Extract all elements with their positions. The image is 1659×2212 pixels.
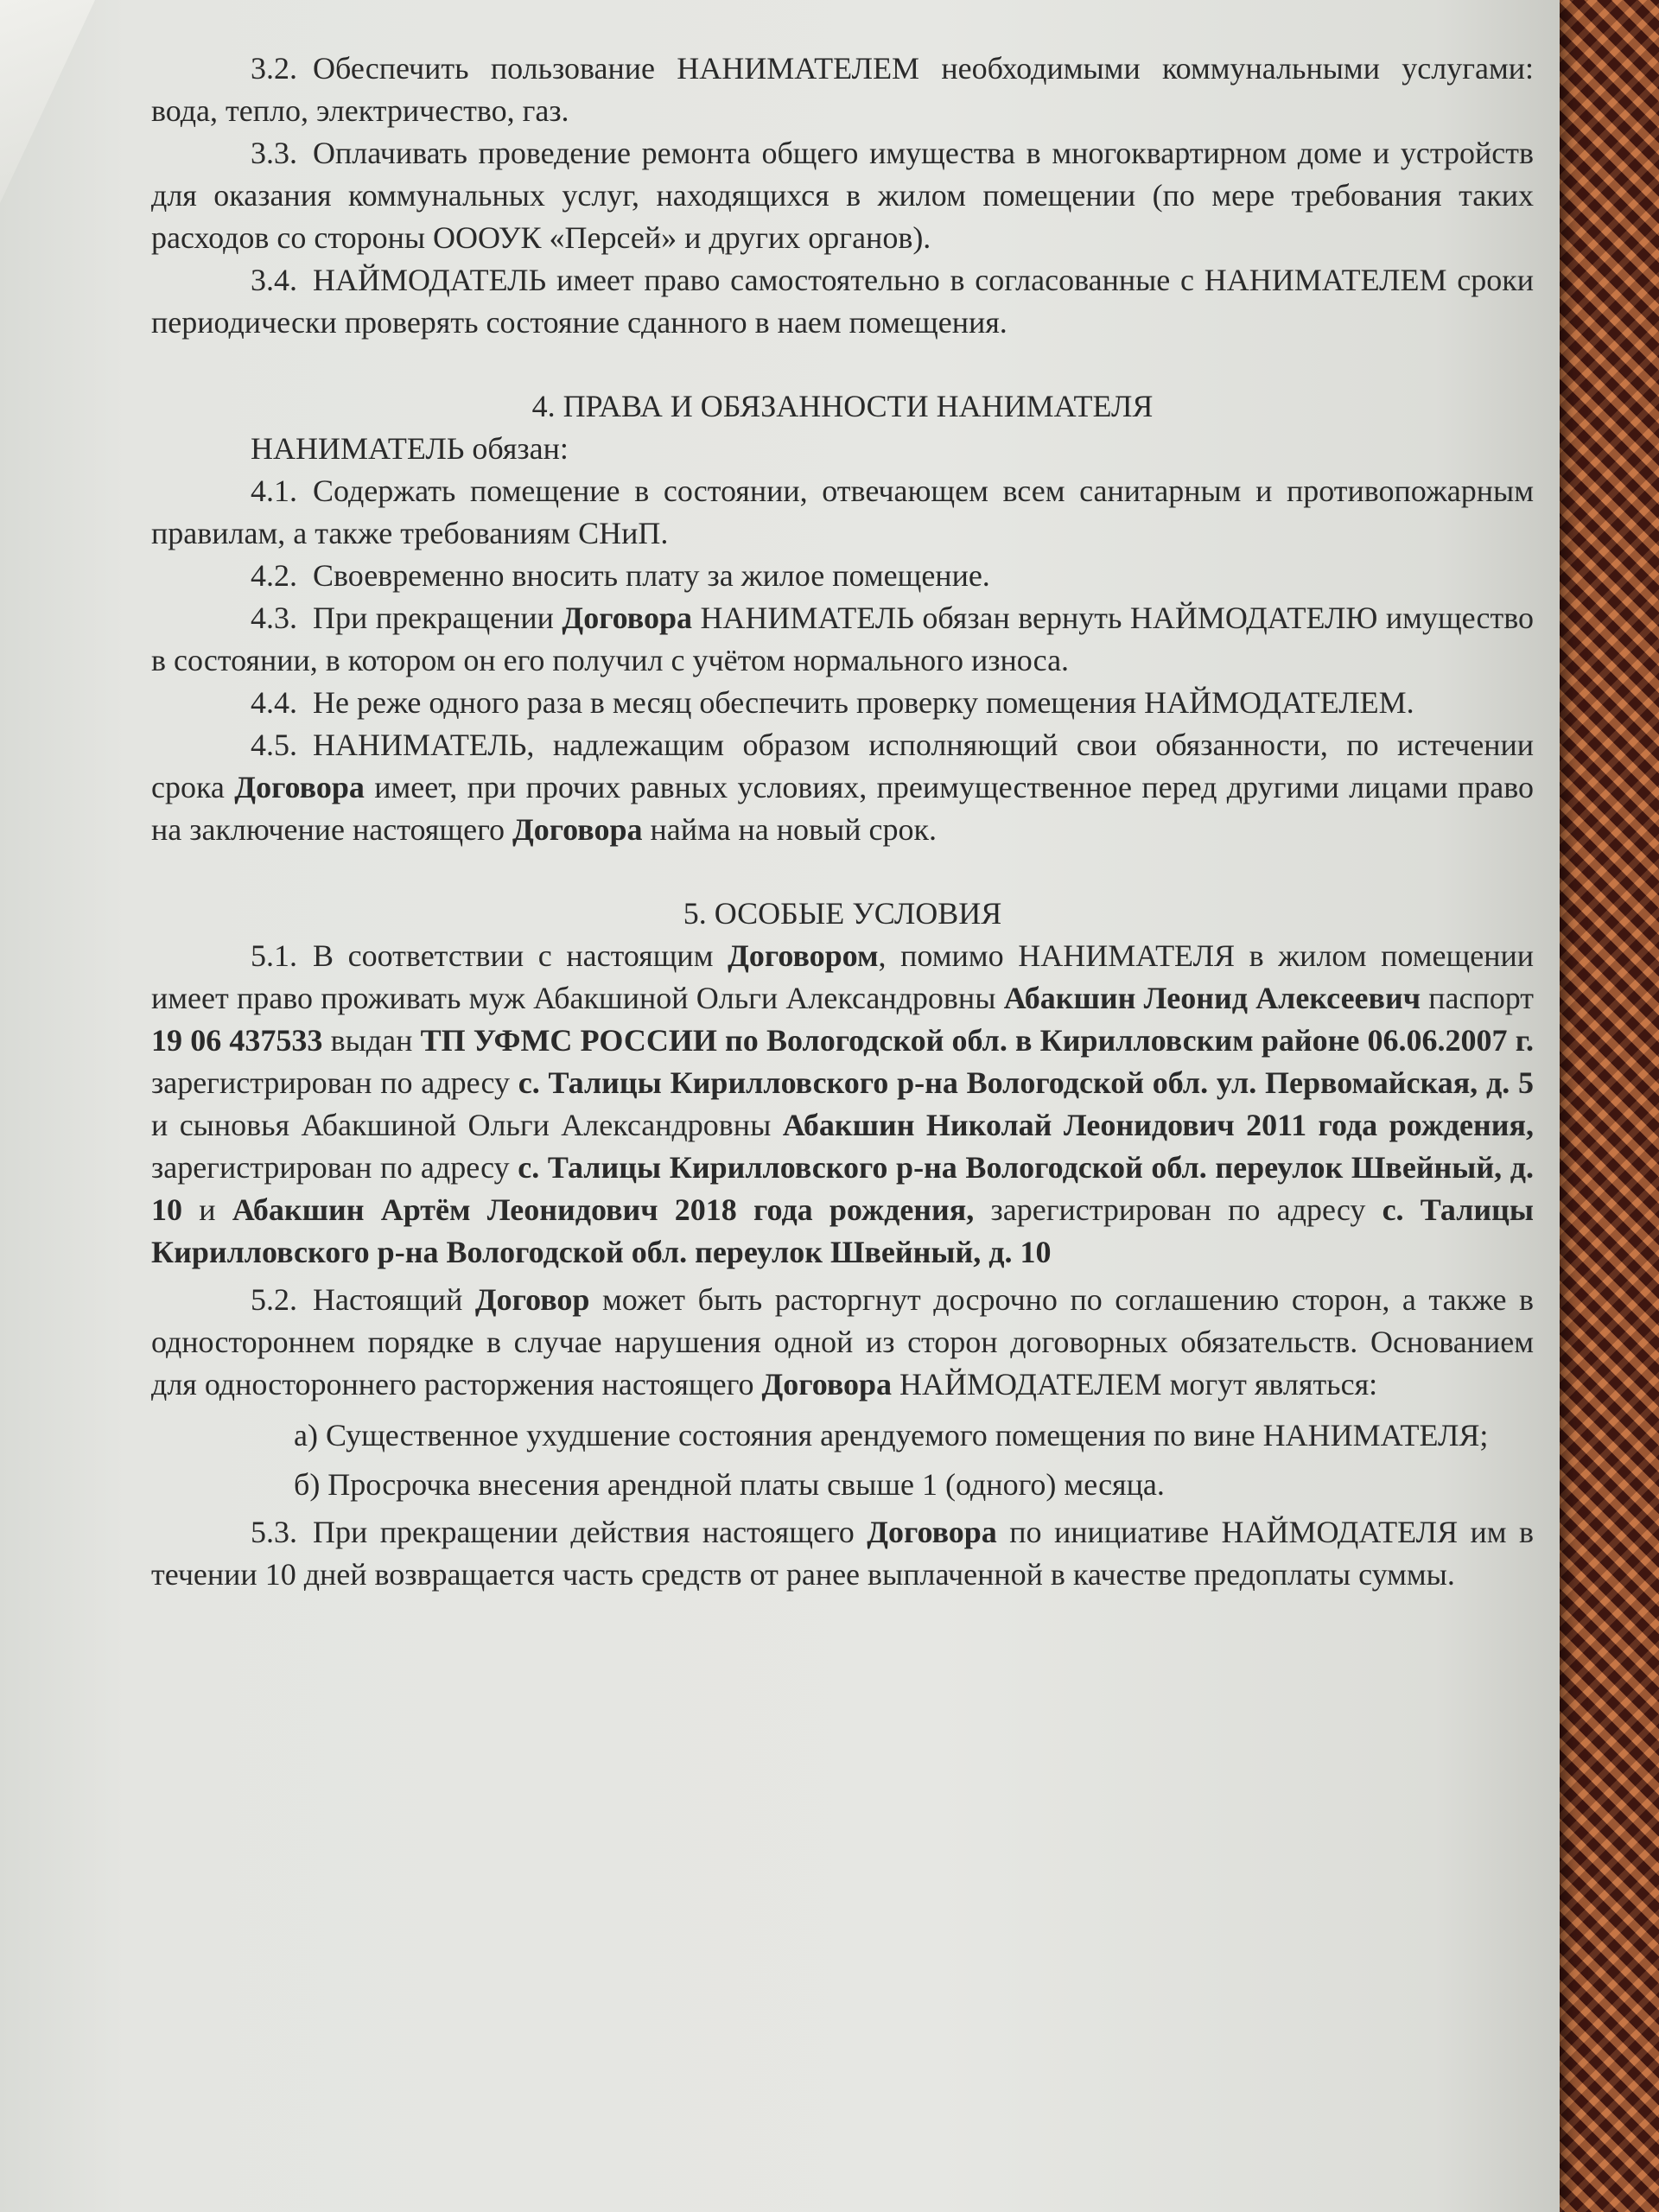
address: с. Талицы Кирилловского р-на Вологодской обл. переулок Швейный, д. 10 [151,1150,1534,1227]
person-name: Абакшин Артём Леонидович 2018 года рождения, [232,1192,975,1227]
clause-5-1 [151,935,1534,1274]
clause-text: Настоящий [313,1282,463,1317]
term-dogovor: Договора [761,1367,893,1402]
clause-number: 4.1. [251,474,297,508]
issuing-authority: ТП УФМС РОССИИ по Вологодской обл. в Кирилловским районе 06.06.2007 г. [420,1023,1535,1058]
clause-text: НАЙМОДАТЕЛЬ имеет право самостоятельно в согласованные с НАНИМАТЕЛЕМ сроки периодически проверять состояние сданного в наем помещения. [151,263,1534,340]
clause-text: и [199,1192,216,1227]
clause-number: 4.3. [251,601,297,635]
clause-3-4 [151,259,1534,344]
section-5-heading: 5. ОСОБЫЕ УСЛОВИЯ [683,896,1002,931]
document-body [151,48,1534,1596]
clause-text: НАНИМАТЕЛЬ обязан вернуть НАЙМОДАТЕЛЮ имущество в состоянии, в котором он его получил с учётом нормального износа. [151,601,1534,677]
clause-text: Не реже одного раза в месяц обеспечить проверку помещения НАЙМОДАТЕЛЕМ. [313,685,1414,720]
clause-text: При прекращении [313,601,554,635]
clause-5-3 [151,1511,1534,1596]
clause-text: НАНИМАТЕЛЬ, надлежащим образом исполняющий свои обязанности, по истечении срока [151,728,1534,804]
clause-4-1 [151,470,1534,555]
clause-text: и сыновья Абакшиной Ольги Александровны [151,1108,772,1142]
clause-3-3 [151,132,1534,259]
term-dogovor: Договора [867,1515,997,1549]
clause-number: 4.5. [251,728,297,762]
clause-text: по инициативе НАЙМОДАТЕЛЯ им в течении 10 дней возвращается часть средств от ранее выплаченной в качестве предоплаты суммы. [151,1515,1535,1592]
section-4-heading: 4. ПРАВА И ОБЯЗАННОСТИ НАНИМАТЕЛЯ [531,389,1154,423]
term-dogovor: Договора [512,812,643,847]
list-item-b: б) Просрочка внесения арендной платы свыше 1 (одного) месяца. [294,1467,1165,1502]
clause-text: , помимо НАНИМАТЕЛЯ в жилом помещении имеет право проживать муж Абакшиной Ольги Александровны [151,938,1534,1015]
address: с. Талицы Кирилловского р-на Вологодской обл. переулок Швейный, д. 10 [151,1192,1534,1269]
section-4-intro: НАНИМАТЕЛЬ обязан: [251,431,569,466]
clause-text: выдан [330,1023,413,1058]
clause-text: Оплачивать проведение ремонта общего имущества в многоквартирном доме и устройств для оказания коммунальных услуг, находящихся в жилом помещении (по мере требования таких расходов со стороны ОООУК «Персей» и других органов). [151,136,1534,255]
term-dogovor: Договор [474,1282,590,1317]
address: с. Талицы Кирилловского р-на Вологодской обл. ул. Первомайская, д. 5 [518,1065,1534,1100]
list-item-a: а) Существенное ухудшение состояния арендуемого помещения по вине НАНИМАТЕЛЯ; [294,1418,1489,1452]
clause-number: 4.4. [251,685,297,720]
term-dogovor: Договора [562,601,692,635]
clause-number: 3.4. [251,263,297,297]
clause-text: может быть расторгнут досрочно по соглашению сторон, а также в одностороннем порядке в случае нарушения одной из сторон договорных обязательств. Основанием для одностороннего расторжения настоящего [151,1282,1535,1402]
clause-text: зарегистрирован по адресу [990,1192,1366,1227]
person-name: Абакшин Николай Леонидович 2011 года рождения, [782,1108,1534,1142]
person-name: Абакшин Леонид Алексеевич [1003,981,1421,1015]
clause-text: В соответствии с настоящим [313,938,714,973]
clause-text: Своевременно вносить плату за жилое помещение. [313,558,990,593]
clause-text: имеет, при прочих равных условиях, преимущественное перед другими лицами право на заключение настоящего [151,770,1534,847]
clause-number: 5.3. [251,1515,297,1549]
clause-number: 5.1. [251,938,297,973]
clause-text: При прекращении действия настоящего [313,1515,855,1549]
clause-text: Содержать помещение в состоянии, отвечающем всем санитарным и противопожарным правилам, а также требованиям СНиП. [151,474,1534,550]
clause-4-4 [151,682,1534,724]
folded-corner [0,0,95,203]
clause-text: Обеспечить пользование НАНИМАТЕЛЕМ необходимыми коммунальными услугами: вода, тепло, электричество, газ. [151,51,1534,128]
clause-number: 3.3. [251,136,297,170]
clause-number: 3.2. [251,51,297,86]
clause-5-2 [151,1279,1534,1406]
term-dogovor: Договором [728,938,879,973]
passport-number: 19 06 437533 [151,1023,323,1058]
clause-3-2 [151,48,1534,132]
clause-number: 4.2. [251,558,297,593]
clause-4-2 [151,555,1534,597]
clause-text: зарегистрирован по адресу [151,1150,510,1185]
clause-text: НАЙМОДАТЕЛЕМ могут являться: [899,1367,1378,1402]
clause-text: зарегистрирован по адресу [151,1065,510,1100]
clause-text: найма на новый срок. [650,812,937,847]
term-dogovor: Договора [234,770,365,804]
clause-4-5 [151,724,1534,851]
clause-4-3 [151,597,1534,682]
clause-text: паспорт [1428,981,1534,1015]
clause-number: 5.2. [251,1282,297,1317]
